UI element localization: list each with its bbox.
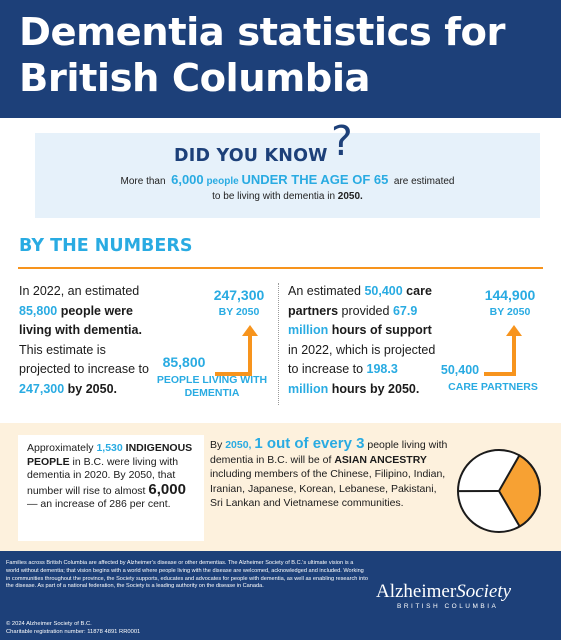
care-text-bold-1: care partners [288, 284, 432, 318]
asian-text-b: people living with dementia in B.C. will be of [210, 439, 448, 466]
people-stat-text [19, 282, 157, 399]
care-text-bold-2: hours of support [331, 323, 432, 337]
care-2022-label: CARE PARTNERS [448, 381, 538, 393]
people-text-number-2050: 247,300 [19, 381, 65, 396]
indigenous-card [18, 435, 204, 541]
dyk-under-age: UNDER THE AGE OF 65 [241, 172, 389, 187]
care-text-d: by 2050. [369, 381, 420, 396]
people-text-c: by 2050. [67, 381, 118, 396]
asian-one-of-three: 1 out of every 3 [254, 435, 365, 452]
logo-subtitle: BRITISH COLUMBIA [397, 603, 499, 610]
dyk-line1-post: are estimated [393, 176, 455, 187]
asian-year: 2050, [225, 439, 252, 451]
people-text-bold: people were living with dementia. [19, 303, 142, 337]
alzheimer-society-logo [376, 581, 511, 603]
footer-copyright [6, 621, 140, 636]
care-2050-label: BY 2050 [489, 306, 531, 318]
care-2050-value: 144,900 [484, 287, 536, 303]
indigenous-text [27, 442, 199, 512]
did-you-know-line-2 [35, 191, 540, 202]
header-banner [0, 0, 561, 118]
people-2050-value: 247,300 [213, 287, 265, 303]
care-2022-value: 50,400 [440, 363, 480, 377]
people-text-b: This estimate is projected to increase to [19, 342, 149, 376]
indigenous-text-b: in B.C. were living with dementia in 2020. By 2050, that number will rise to almost [27, 455, 179, 497]
people-growth-arrow-icon [195, 322, 275, 382]
care-text-c: in 2022, which is projected to increase to [288, 342, 436, 376]
care-text-hours-2022: 67.9 million [288, 303, 418, 337]
care-growth-arrow-icon [470, 322, 550, 382]
people-text-number: 85,800 [19, 303, 58, 318]
care-text-bold-3: hours [331, 381, 367, 396]
logo-society: Society [456, 581, 512, 602]
indigenous-text-a: Approximately [27, 442, 94, 454]
one-in-three-pie [456, 448, 542, 534]
indigenous-number: 1,530 [96, 442, 123, 454]
did-you-know-box [35, 117, 540, 218]
asian-bold: ASIAN ANCESTRY [334, 453, 427, 466]
people-text-a: In 2022, an estimated [19, 284, 140, 298]
column-divider [278, 283, 279, 405]
care-stat-text [288, 282, 436, 399]
dyk-line1-pre: More than [120, 176, 166, 187]
copyright-line: © 2024 Alzheimer Society of B.C. [6, 621, 92, 627]
dyk-number: 6,000 [171, 172, 204, 187]
care-text-b: provided [341, 303, 390, 318]
footer [0, 551, 561, 640]
people-2022-value: 85,800 [162, 354, 206, 370]
dyk-people: people [206, 176, 239, 187]
care-text-a: An estimated [288, 284, 361, 298]
section-divider [18, 267, 543, 269]
did-you-know-line-1 [35, 172, 540, 187]
people-2022-label: PEOPLE LIVING WITH DEMENTIA [156, 374, 268, 399]
dyk-line2-pre: to be living with dementia in [212, 191, 336, 202]
asian-text-a: By [210, 439, 223, 451]
dyk-year: 2050. [337, 191, 363, 202]
by-the-numbers-heading: BY THE NUMBERS [19, 236, 193, 256]
asian-text-c: including members of the Chinese, Filipino, Indian, Iranian, Japanese, Korean, Lebanese, Pakistani, Sri Lankan and Vietnamese communities. [210, 468, 446, 509]
indigenous-bold: INDIGENOUS PEOPLE [27, 442, 193, 468]
asian-ancestry-text [210, 437, 450, 511]
indigenous-text-c: — an increase of 286 per cent. [27, 498, 171, 510]
did-you-know-title: DID YOU KNOW [174, 146, 328, 166]
care-text-number: 50,400 [364, 284, 403, 298]
footer-description: Families across British Columbia are affected by Alzheimer’s disease or other dementias. The Alzheimer Society of B.C.’s ultimate vision is a world without dementia; that vision begins with a world where people living with the disease are welcomed, acknowledged and included. Working in communities throughout the province, the Society supports, educates and advocates for people with dementia, as well as enabling research into the disease. As part of a national federation, the Society is a leading authority on the disease in Canada. [6, 560, 368, 590]
page-title: Dementia statistics for British Columbia [19, 10, 505, 101]
indigenous-number-2050: 6,000 [148, 480, 186, 498]
question-mark-icon: ? [331, 117, 353, 165]
care-text-hours-2050: 198.3 million [288, 362, 398, 396]
people-2050-label: BY 2050 [218, 306, 260, 318]
charity-number: Charitable registration number: 11878 4891 RR0001 [6, 628, 141, 635]
logo-main: Alzheimer [376, 581, 457, 602]
